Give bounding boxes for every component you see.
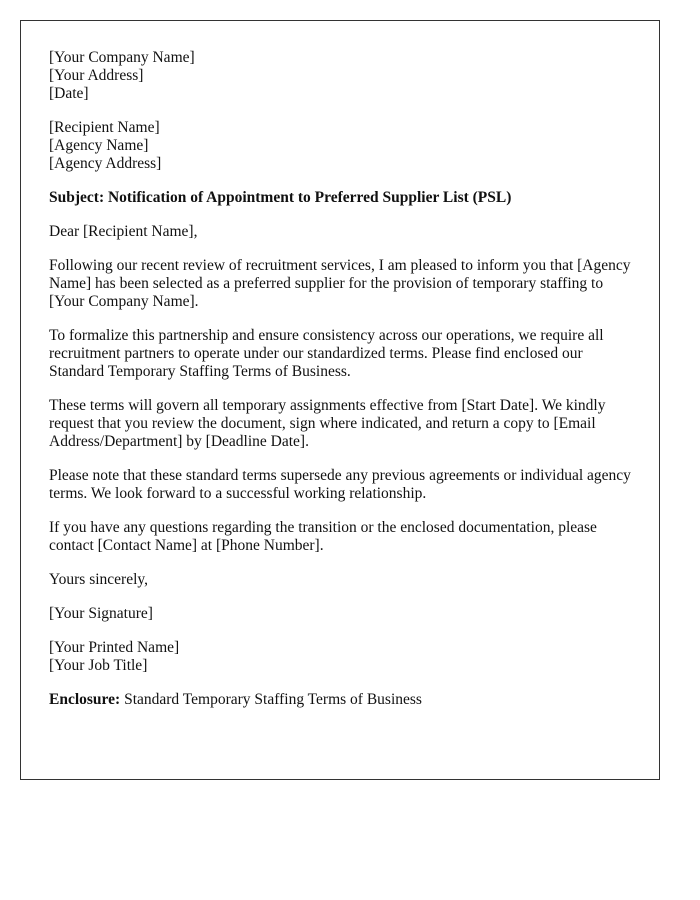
body-paragraph-2: To formalize this partnership and ensure consistency across our operations, we require all recruitment partners to operate under our standardized terms. Please find enclosed our Standard Temporary Staffing Terms of Business. xyxy=(49,327,604,380)
sender-block xyxy=(49,49,631,103)
letter-date: [Date] xyxy=(49,85,89,102)
salutation: Dear [Recipient Name], xyxy=(49,223,198,240)
recipient-name: [Recipient Name] xyxy=(49,119,160,136)
closing: Yours sincerely, xyxy=(49,571,149,588)
signer-block xyxy=(49,639,631,675)
sender-company: [Your Company Name] xyxy=(49,49,195,66)
enclosure-line xyxy=(49,691,631,709)
signer-job-title: [Your Job Title] xyxy=(49,657,148,674)
signature: [Your Signature] xyxy=(49,605,153,622)
sender-address: [Your Address] xyxy=(49,67,144,84)
recipient-address: [Agency Address] xyxy=(49,155,162,172)
body-paragraph-1: Following our recent review of recruitment services, I am pleased to inform you that [Agency Name] has been selected as a preferred supplier for the provision of temporary staffing to [Your Company Name]. xyxy=(49,257,631,310)
body-paragraph-3: These terms will govern all temporary assignments effective from [Start Date]. We kindly request that you review the document, sign where indicated, and return a copy to [Email Address/Department] by [Deadline Date]. xyxy=(49,397,606,450)
letter-document xyxy=(20,20,660,780)
enclosure-label: Enclosure: xyxy=(49,691,121,708)
enclosure-text: Standard Temporary Staffing Terms of Business xyxy=(120,691,422,708)
recipient-agency: [Agency Name] xyxy=(49,137,149,154)
recipient-block xyxy=(49,119,631,173)
subject-line: Subject: Notification of Appointment to Preferred Supplier List (PSL) xyxy=(49,189,512,206)
signer-printed-name: [Your Printed Name] xyxy=(49,639,180,656)
body-paragraph-5: If you have any questions regarding the transition or the enclosed documentation, please contact [Contact Name] at [Phone Number]. xyxy=(49,519,597,554)
body-paragraph-4: Please note that these standard terms supersede any previous agreements or individual agency terms. We look forward to a successful working relationship. xyxy=(49,467,631,502)
